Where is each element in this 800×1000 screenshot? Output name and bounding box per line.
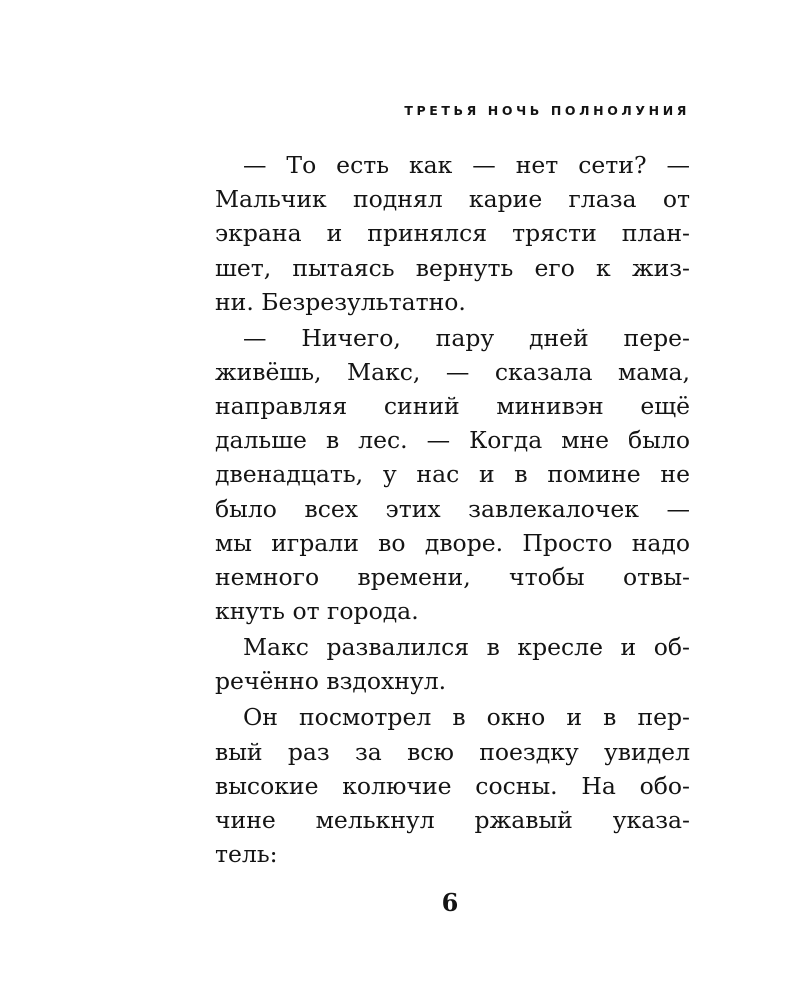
- paragraph: [215, 321, 690, 629]
- text-line: чине мелькнул ржавый указа-: [215, 805, 690, 834]
- text-line: Мальчик поднял карие глаза от: [215, 185, 690, 214]
- paragraph: [215, 630, 690, 698]
- text-line: немного времени, чтобы отвы-: [215, 563, 690, 592]
- text-line: ни. Безрезультатно.: [215, 287, 466, 316]
- text-line: двенадцать, у нас и в помине не: [215, 460, 690, 489]
- text-line: было всех этих завлекалочек —: [215, 494, 690, 523]
- text-line: направляя синий минивэн ещё: [215, 392, 690, 421]
- text-line: — То есть как — нет сети? —: [243, 151, 690, 179]
- running-header: ТРЕТЬЯ НОЧЬ ПОЛНОЛУНИЯ: [404, 103, 690, 118]
- text-line: кнуть от города.: [215, 597, 419, 626]
- text-line: дальше в лес. — Когда мне было: [215, 426, 690, 455]
- text-line: экрана и принялся трясти план-: [215, 219, 690, 248]
- text-line: — Ничего, пару дней пере-: [243, 323, 690, 352]
- paragraph: [215, 148, 690, 319]
- text-line: шет, пытаясь вернуть его к жиз-: [215, 253, 690, 282]
- text-line: высокие колючие сосны. На обо-: [215, 771, 690, 800]
- text-line: тель:: [215, 840, 278, 869]
- text-line: Макс развалился в кресле и об-: [243, 633, 690, 662]
- text-line: мы играли во дворе. Просто надо: [215, 528, 690, 557]
- text-line: речённо вздохнул.: [215, 667, 447, 696]
- text-line: живёшь, Макс, — сказала мама,: [215, 357, 690, 386]
- text-line: Он посмотрел в окно и в пер-: [243, 703, 690, 732]
- body-text: [215, 148, 690, 873]
- text-line: вый раз за всю поездку увидел: [215, 737, 690, 766]
- paragraph: [215, 700, 690, 871]
- page-number: 6: [441, 888, 459, 917]
